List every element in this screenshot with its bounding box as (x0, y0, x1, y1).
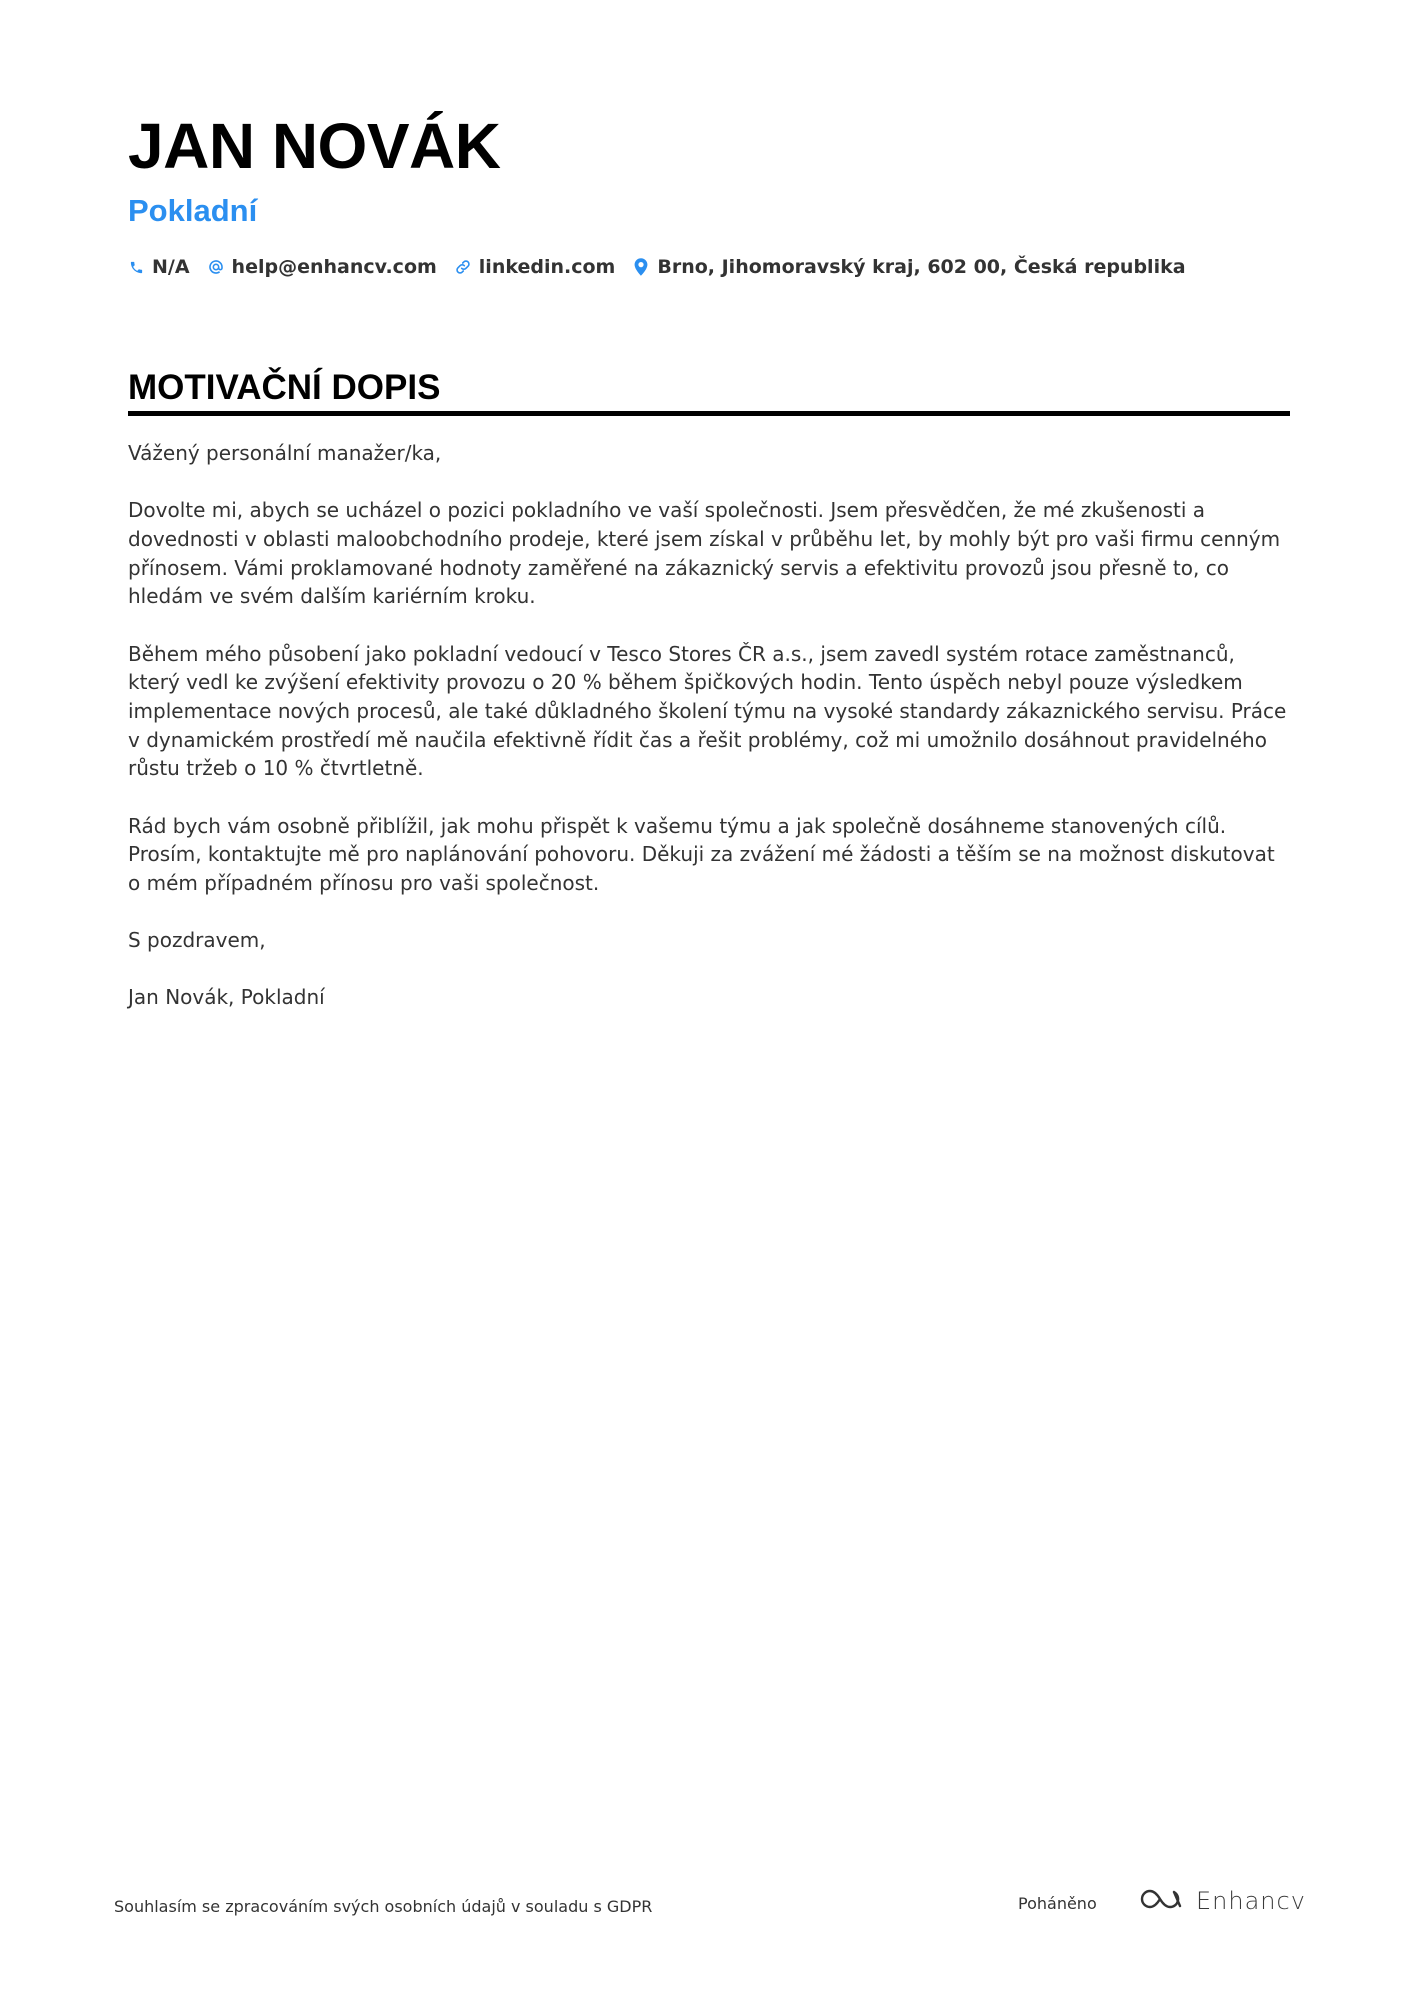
enhancv-logo[interactable] (1138, 1886, 1306, 1916)
letter-closing: S pozdravem, (128, 928, 266, 953)
contact-bar (128, 252, 1204, 282)
section-title: MOTIVAČNÍ DOPIS (128, 368, 441, 407)
candidate-name: JAN NOVÁK (128, 110, 501, 182)
letter-paragraph: Během mého působení jako pokladní vedoucí v Tesco Stores ČR a.s., jsem zavedl systém rotace zaměstnanců, který vedl ke zvýšení efektivity provozu o 20 % během špičkových hodin. Tento úspěch nebyl pouze výsledkem implementace nových procesů, ale také důkladného školení týmu na vysoké standardy zákaznického servisu. Práce v dynamickém prostředí mě naučila efektivně řídit čas a řešit problémy, což mi umožnilo dosáhnout pravidelného růstu tržeb o 10 % čtvrtletně. (128, 641, 1287, 781)
link-icon (455, 258, 471, 276)
letter-signature: Jan Novák, Pokladní (128, 985, 325, 1010)
contact-email[interactable] (208, 252, 437, 282)
letter-paragraph: Dovolte mi, abych se ucházel o pozici pokladního ve vaší společnosti. Jsem přesvědčen, že mé zkušenosti a dovednosti v oblasti maloobchodního prodeje, které jsem získal v průběhu let, by mohly být pro vaši firmu cenným přínosem. Vámi proklamované hodnoty zaměřené na zákaznický servis a efektivitu provozů jsou přesně to, co hledám ve svém dalším kariérním kroku. (128, 498, 1281, 609)
contact-phone-text: N/A (152, 256, 190, 278)
contact-linkedin[interactable] (455, 252, 616, 282)
section-divider (128, 411, 1290, 416)
at-icon (208, 258, 224, 276)
contact-linkedin-text[interactable]: linkedin.com (478, 256, 616, 278)
contact-location-text: Brno, Jihomoravský kraj, 602 00, Česká republika (657, 256, 1186, 278)
enhancv-infinity-icon (1138, 1887, 1184, 1915)
letter-paragraph: Rád bych vám osobně přiblížil, jak mohu přispět k vašemu týmu a jak společně dosáhneme stanovených cílů. Prosím, kontaktujte mě pro naplánování pohovoru. Děkuji za zvážení mé žádosti a těším se na možnost diskutovat o mém případném přínosu pro vaši společnost. (128, 813, 1275, 895)
letter-salutation: Vážený personální manažer/ka, (128, 441, 442, 465)
enhancv-brand-text: Enhancv (1196, 1887, 1306, 1915)
contact-email-text[interactable]: help@enhancv.com (231, 256, 437, 278)
candidate-role: Pokladní (128, 193, 258, 228)
location-pin-icon (633, 258, 649, 276)
powered-by-label: Poháněno (1018, 1894, 1097, 1913)
contact-location (633, 252, 1185, 282)
phone-icon (128, 258, 144, 276)
letter-body (128, 439, 1290, 1041)
contact-phone (128, 252, 190, 282)
gdpr-consent-text: Souhlasím se zpracováním svých osobních údajů v souladu s GDPR (114, 1897, 653, 1916)
